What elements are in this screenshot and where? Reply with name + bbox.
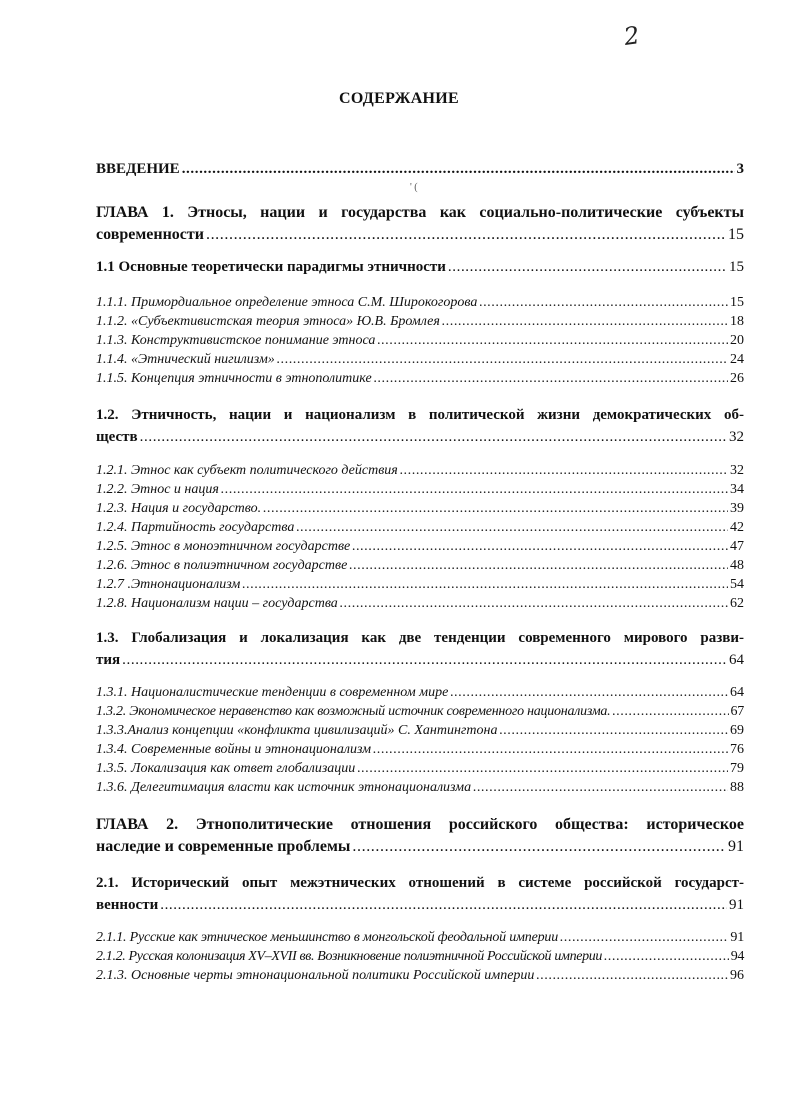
toc-entry xyxy=(96,894,744,916)
leader-dots xyxy=(242,575,728,594)
toc-entry-page: 91 xyxy=(730,930,744,945)
leader-dots xyxy=(277,350,728,369)
toc-entry-text: 1.1 Основные теоретически парадигмы этничности xyxy=(96,259,446,275)
leader-dots xyxy=(604,947,729,966)
toc-entry xyxy=(96,649,744,671)
toc-chapter-2 xyxy=(96,814,744,858)
toc-list-1-1 xyxy=(96,293,744,388)
toc-entry-page: 96 xyxy=(730,968,744,983)
toc-entry-page: 79 xyxy=(730,761,744,776)
toc-entry-page: 47 xyxy=(730,539,744,554)
toc-entry-page: 18 xyxy=(730,314,744,329)
leader-dots xyxy=(377,331,728,350)
toc-entry-text: 1.3.2. Экономическое неравенство как возможный источник современного национализма. xyxy=(96,704,611,719)
toc-entry-text: 1.3.6. Делегитимация власти как источник этнонационализма xyxy=(96,780,472,795)
toc-entry xyxy=(96,518,744,537)
leader-dots xyxy=(357,759,728,778)
section-heading-line-1: 1.2. Этничность, нации и национализм в политической жизни демократических об- xyxy=(96,407,744,423)
handwritten-page-number: 2 xyxy=(622,21,642,51)
toc-entry-text: 1.3.5. Локализация как ответ глобализации xyxy=(96,761,356,776)
toc-entry xyxy=(96,331,744,350)
toc-entry-page: 3 xyxy=(736,161,744,177)
toc-section-1-3 xyxy=(96,627,744,671)
leader-dots xyxy=(473,778,728,797)
toc-entry xyxy=(96,312,744,331)
toc-entry-text: 1.2.8. Национализм нации – государства xyxy=(96,596,338,611)
toc-entry-page: 91 xyxy=(728,838,744,855)
chapter-heading-line-1: ГЛАВА 2. Этнополитические отношения российского общества: историческое xyxy=(96,816,744,833)
section-heading-line-2: ществ xyxy=(96,429,138,445)
toc-entry xyxy=(96,740,744,759)
toc-entry xyxy=(96,594,744,613)
toc-entry-page: 91 xyxy=(729,897,744,913)
toc-entry xyxy=(96,836,744,858)
leader-dots xyxy=(450,683,728,702)
leader-dots xyxy=(340,594,728,613)
toc-entry-page: 32 xyxy=(730,463,744,478)
toc-entry-text: 1.1.1. Примордиальное определение этноса С.М. Широкогорова xyxy=(96,295,478,310)
leader-dots xyxy=(182,160,735,179)
leader-dots xyxy=(263,499,728,518)
toc-entry-page: 88 xyxy=(730,780,744,795)
leader-dots xyxy=(221,480,728,499)
toc-list-2-1 xyxy=(96,928,744,985)
leader-dots xyxy=(442,312,728,331)
toc-entry-text: 2.1.2. Русская колонизация XV–XVII вв. Возникновение полиэтничной Российской империи xyxy=(96,949,603,964)
toc-entry xyxy=(96,537,744,556)
leader-dots xyxy=(160,894,727,916)
leader-dots xyxy=(536,966,728,985)
leader-dots xyxy=(352,836,726,858)
toc-entry-page: 76 xyxy=(730,742,744,757)
toc-entry-text: 1.1.5. Концепция этничности в этнополитике xyxy=(96,371,372,386)
toc-entry-page: 15 xyxy=(729,259,744,275)
toc-entry xyxy=(96,759,744,778)
toc-entry-text: 2.1.3. Основные черты этнонациональной политики Российской империи xyxy=(96,968,535,983)
toc-entry xyxy=(96,426,744,448)
toc-entry xyxy=(96,721,744,740)
toc-chapter-1 xyxy=(96,202,744,246)
toc-entry xyxy=(96,258,744,277)
toc-entry xyxy=(96,369,744,388)
toc-entry-text: 1.2.1. Этнос как субъект политического действия xyxy=(96,463,398,478)
toc-entry xyxy=(96,461,744,480)
toc-entry-text: 1.1.2. «Субъективистская теория этноса» Ю.В. Бромлея xyxy=(96,314,440,329)
section-heading-line-2: венности xyxy=(96,897,159,913)
chapter-heading-line-1: ГЛАВА 1. Этносы, нации и государства как социально-политические субъекты xyxy=(96,204,744,221)
toc-entry-page: 62 xyxy=(730,596,744,611)
toc-entry-page: 15 xyxy=(730,295,744,310)
section-heading-line-1: 1.3. Глобализация и локализация как две тенденции современного мирового разви- xyxy=(96,630,744,646)
toc-entry xyxy=(96,702,744,721)
toc-entry-text: 1.3.4. Современные войны и этнонационализм xyxy=(96,742,372,757)
toc-entry-text: 1.2.2. Этнос и нация xyxy=(96,482,219,497)
toc-entry-page: 48 xyxy=(730,558,744,573)
leader-dots xyxy=(374,369,728,388)
toc-entry-page: 54 xyxy=(730,577,744,592)
toc-entry xyxy=(96,683,744,702)
toc-entry-page: 64 xyxy=(729,652,744,668)
leader-dots xyxy=(448,258,727,277)
toc-intro xyxy=(96,160,744,179)
toc-entry-page: 24 xyxy=(730,352,744,367)
toc-entry-page: 32 xyxy=(729,429,744,445)
leader-dots xyxy=(499,721,728,740)
toc-entry-page: 67 xyxy=(730,704,744,719)
toc-entry-page: 20 xyxy=(730,333,744,348)
toc-entry-text: 1.2.7 .Этнонационализм xyxy=(96,577,241,592)
toc-entry-text: 1.1.3. Конструктивистское понимание этноса xyxy=(96,333,376,348)
toc-entry-page: 39 xyxy=(730,501,744,516)
toc-entry-page: 26 xyxy=(730,371,744,386)
leader-dots xyxy=(349,556,728,575)
toc-section-1-1 xyxy=(96,258,744,277)
section-heading-line-2: тия xyxy=(96,652,121,668)
toc-entry-text: 1.1.4. «Этнический нигилизм» xyxy=(96,352,275,367)
toc-entry xyxy=(96,160,744,179)
leader-dots xyxy=(400,461,728,480)
toc-entry xyxy=(96,293,744,312)
toc-entry xyxy=(96,480,744,499)
page-title: СОДЕРЖАНИЕ xyxy=(338,90,460,107)
toc-entry-page: 64 xyxy=(730,685,744,700)
toc-list-1-3 xyxy=(96,683,744,797)
toc-entry xyxy=(96,224,744,246)
toc-list-1-2 xyxy=(96,461,744,613)
chapter-heading-line-2: наследие и современные проблемы xyxy=(96,838,351,855)
toc-entry-page: 94 xyxy=(730,949,744,964)
leader-dots xyxy=(122,649,727,671)
toc-entry-page: 42 xyxy=(730,520,744,535)
leader-dots xyxy=(352,537,728,556)
chapter-heading-line-2: современности xyxy=(96,226,204,243)
leader-dots xyxy=(612,702,728,721)
toc-entry xyxy=(96,928,744,947)
leader-dots xyxy=(560,928,728,947)
toc-entry-text: 1.2.5. Этнос в моноэтничном государстве xyxy=(96,539,351,554)
toc-entry-text: ВВЕДЕНИЕ xyxy=(96,161,180,177)
toc-entry-page: 69 xyxy=(730,723,744,738)
toc-entry xyxy=(96,778,744,797)
leader-dots xyxy=(140,426,727,448)
toc-entry-text: 1.2.4. Партийность государства xyxy=(96,520,295,535)
toc-entry xyxy=(96,350,744,369)
leader-dots xyxy=(373,740,728,759)
leader-dots xyxy=(206,224,726,246)
section-heading-line-1: 2.1. Исторический опыт межэтнических отношений в системе российской государст- xyxy=(96,875,744,891)
toc-entry xyxy=(96,966,744,985)
toc-entry-text: 1.3.1. Националистические тенденции в современном мире xyxy=(96,685,449,700)
leader-dots xyxy=(479,293,728,312)
toc-entry xyxy=(96,575,744,594)
toc-entry-page: 15 xyxy=(728,226,744,243)
toc-entry-text: 1.3.3.Анализ концепции «конфликта цивилизаций» С. Хантингтона xyxy=(96,723,498,738)
toc-entry xyxy=(96,556,744,575)
toc-section-1-2 xyxy=(96,404,744,448)
toc-entry-text: 2.1.1. Русские как этническое меньшинство в монгольской феодальной империи xyxy=(96,930,559,945)
toc-entry xyxy=(96,947,744,966)
toc-section-2-1 xyxy=(96,872,744,916)
toc-entry-page: 34 xyxy=(730,482,744,497)
toc-entry-text: 1.2.3. Нация и государство. xyxy=(96,501,262,516)
leader-dots xyxy=(296,518,728,537)
toc-entry xyxy=(96,499,744,518)
stray-marks: ' ( xyxy=(410,182,418,193)
toc-entry-text: 1.2.6. Этнос в полиэтничном государстве xyxy=(96,558,348,573)
